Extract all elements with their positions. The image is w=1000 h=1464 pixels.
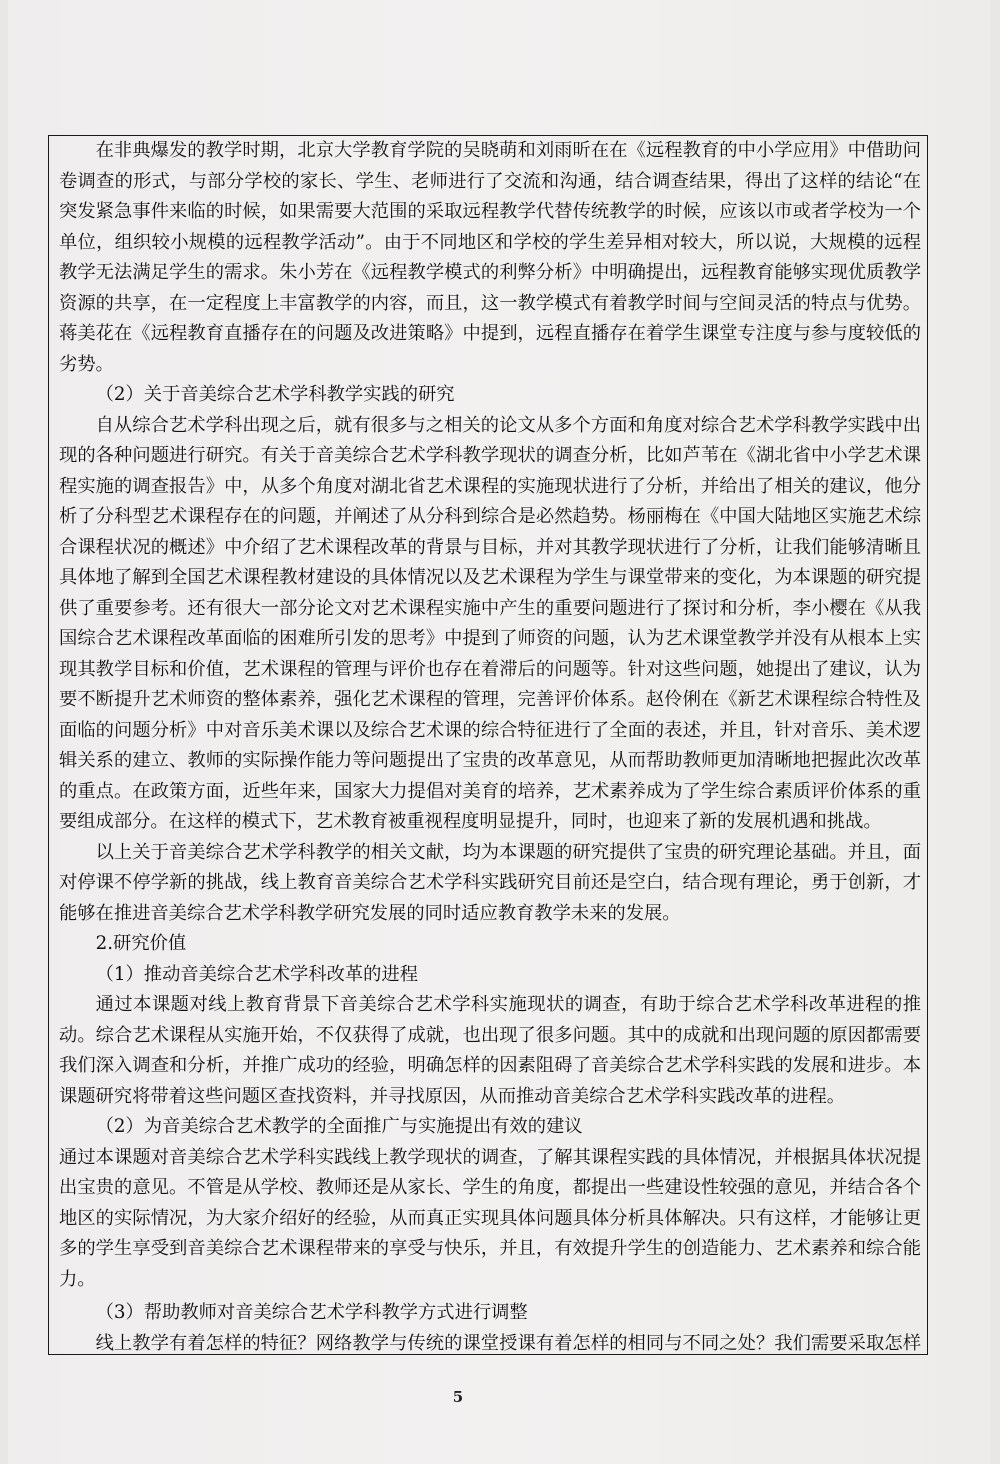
text-frame	[48, 135, 928, 1355]
paragraph-art-practice-review: 自从综合艺术学科出现之后，就有很多与之相关的论文从多个方面和角度对综合艺术学科教学实践中出现的各种问题进行研究。有关于音美综合艺术学科教学现状的调查分析，比如芦苇在《湖北省中小学艺术课程实施的调查报告》中，从多个角度对湖北省艺术课程的实施现状进行了分析，并给出了相关的建议，他分析了分科型艺术课程存在的问题，并阐述了从分科到综合是必然趋势。杨丽梅在《中国大陆地区实施艺术综合课程状况的概述》中介绍了艺术课程改革的背景与目标，并对其教学现状进行了分析，让我们能够清晰且具体地了解到全国艺术课程教材建设的具体情况以及艺术课程为学生与课堂带来的变化，为本课题的研究提供了重要参考。还有很大一部分论文对艺术课程实施中产生的重要问题进行了探讨和分析，李小樱在《从我国综合艺术课程改革面临的困难所引发的思考》中提到了师资的问题，认为艺术课堂教学并没有从根本上实现其教学目标和价值，艺术课程的管理与评价也存在着滞后的问题等。针对这些问题，她提出了建议，认为要不断提升艺术师资的整体素养，强化艺术课程的管理，完善评价体系。赵伶俐在《新艺术课程综合特性及面临的问题分析》中对音乐美术课以及综合艺术课的综合特征进行了全面的表述，并且，针对音乐、美术逻辑关系的建立、教师的实际操作能力等问题提出了宝贵的改革意见，从而帮助教师更加清晰地把握此次改革的重点。在政策方面，近些年来，国家大力提倡对美育的培养，艺术素养成为了学生综合素质评价体系的重要组成部分。在这样的模式下，艺术教育被重视程度明显提升，同时，也迎来了新的发展机遇和挑战。	[59, 414, 921, 832]
subheading-art-practice-research: （2）关于音美综合艺术学科教学实践的研究	[95, 384, 455, 405]
subheading-effective-suggestions: （2）为音美综合艺术教学的全面推广与实施提出有效的建议	[95, 1116, 583, 1137]
page-number: 5	[452, 1388, 464, 1406]
paragraph-literature-summary: 以上关于音美综合艺术学科教学的相关文献，均为本课题的研究提供了宝贵的研究理论基础。并且，面对停课不停学新的挑战，线上教育音美综合艺术学科实践研究目前还是空白，结合现有理论，勇于创新，才能够在推进音美综合艺术学科教学研究发展的同时适应教育教学未来的发展。	[59, 841, 921, 924]
paragraph-effective-suggestions: 通过本课题对音美综合艺术学科实践线上教学现状的调查，了解其课程实践的具体情况，并根据具体状况提出宝贵的意见。不管是从学校、教师还是从家长、学生的角度，都提出一些建设性较强的意见，并结合各个地区的实际情况，为大家介绍好的经验，从而真正实现具体问题具体分析具体解决。只有这样，才能够让更多的学生享受到音美综合艺术课程带来的享受与快乐，并且，有效提升学生的创造能力、艺术素养和综合能力。	[59, 1146, 921, 1290]
subheading-adjust-teaching: （3）帮助教师对音美综合艺术学科教学方式进行调整	[95, 1302, 528, 1323]
subheading-promote-reform: （1）推动音美综合艺术学科改革的进程	[95, 963, 419, 985]
paragraph-remote-education-review: 在非典爆发的教学时期，北京大学教育学院的吴晓萌和刘雨昕在在《远程教育的中小学应用》中借助问卷调查的形式，与部分学校的家长、学生、老师进行了交流和沟通，结合调查结果，得出了这样的结论“在突发紧急事件来临的时候，如果需要大范围的采取远程教学代替传统教学的时候，应该以市或者学校为一个单位，组织较小规模的远程教学活动”。由于不同地区和学校的学生差异相对较大，所以说，大规模的远程教学无法满足学生的需求。朱小芳在《远程教学模式的利弊分析》中明确提出，远程教育能够实现优质教学资源的共享，在一定程度上丰富教学的内容，而且，这一教学模式有着教学时间与空间灵活的特点与优势。蒋美花在《远程教育直播存在的问题及改进策略》中提到，远程直播存在着学生课堂专注度与参与度较低的劣势。	[59, 140, 921, 375]
section-heading-research-value: 2.研究价值	[95, 933, 187, 954]
document-page	[8, 0, 990, 1464]
paragraph-promote-reform: 通过本课题对线上教育背景下音美综合艺术学科实施现状的调查，有助于综合艺术学科改革进程的推动。综合艺术课程从实施开始，不仅获得了成就，也出现了很多问题。其中的成就和出现问题的原因都需要我们深入调查和分析，并推广成功的经验，明确怎样的因素阻碍了音美综合艺术学科实践的发展和进步。本课题研究将带着这些问题区查找资料，并寻找原因，从而推动音美综合艺术学科实践改革的进程。	[59, 994, 921, 1107]
paragraph-adjust-teaching: 线上教学有着怎样的特征？网络教学与传统的课堂授课有着怎样的相同与不同之处？我们需要采取怎样	[95, 1332, 921, 1354]
